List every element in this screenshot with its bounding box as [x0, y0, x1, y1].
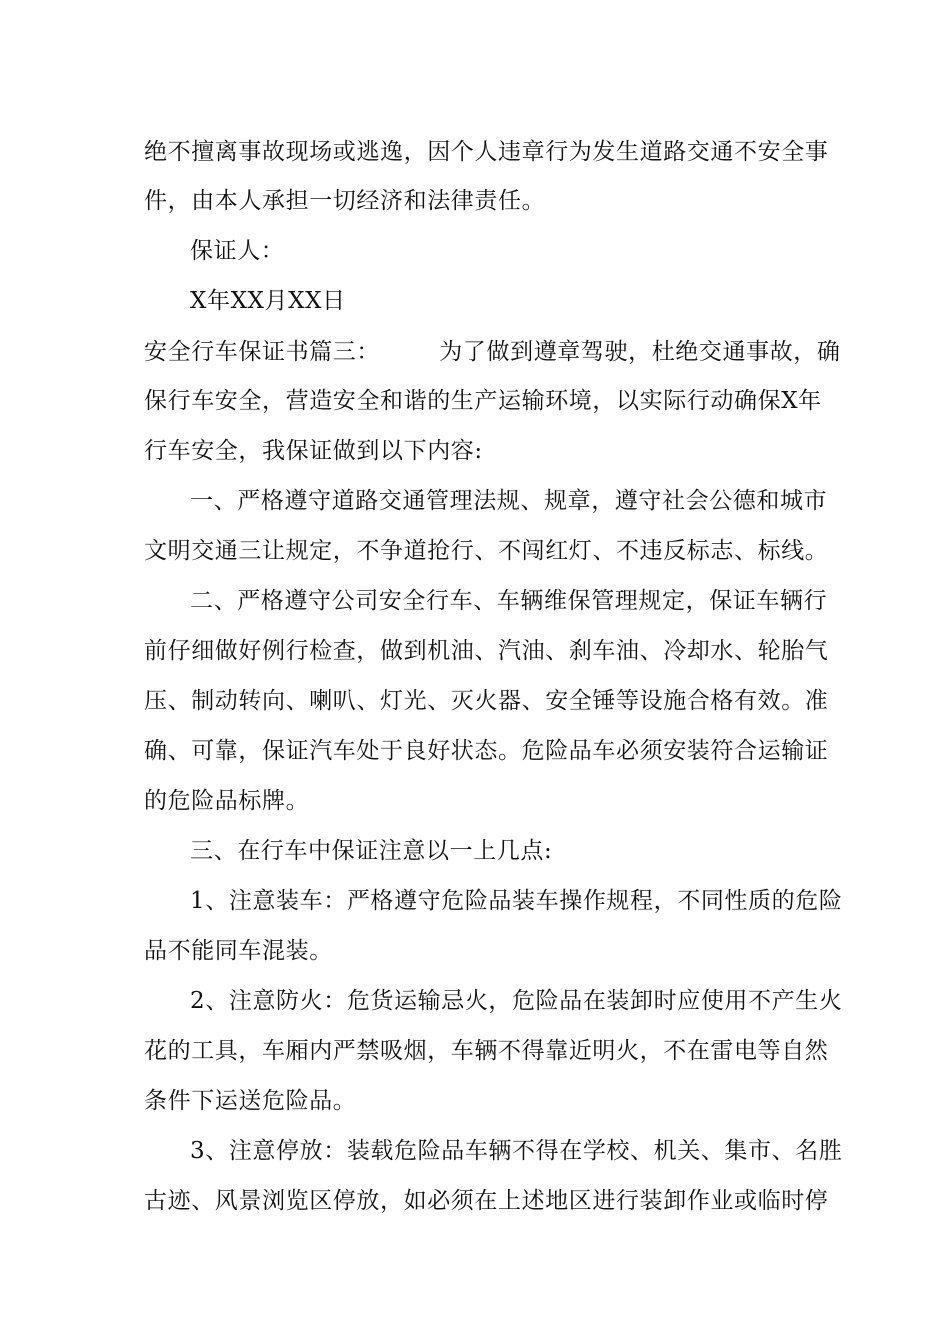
- text-line: 前仔细做好例行检查，做到机油、汽油、刹车油、冷却水、轮胎气: [144, 638, 829, 664]
- text-line: 三、在行车中保证注意以一上几点:: [190, 838, 553, 864]
- text-line: 3、注意停放：装载危险品车辆不得在学校、机关、集市、名胜: [190, 1138, 843, 1164]
- text-line: 2、注意防火：危货运输忌火，危险品在装卸时应使用不产生火: [190, 988, 843, 1014]
- signature-label: 保证人：: [190, 238, 285, 264]
- section-heading-line: 安全行车保证书篇三： 为了做到遵章驾驶，杜绝交通事故，确: [144, 339, 841, 365]
- text-line: 保行车安全，营造安全和谐的生产运输环境，以实际行动确保X年: [144, 388, 822, 414]
- text-line: 的危险品标牌。: [144, 788, 310, 814]
- text-line: 绝不擅离事故现场或逃逸，因个人违章行为发生道路交通不安全事: [144, 139, 829, 165]
- text-line: 花的工具，车厢内严禁吸烟，车辆不得靠近明火，不在雷电等自然: [144, 1038, 829, 1064]
- text-line: 压、制动转向、喇叭、灯光、灭火器、安全锤等设施合格有效。准: [144, 688, 829, 714]
- date-line: X年XX月XX日: [190, 288, 346, 314]
- text-line: 品不能同车混装。: [144, 938, 333, 964]
- text-line: 一、严格遵守道路交通管理法规、规章，遵守社会公德和城市: [190, 488, 828, 514]
- text-line: 古迹、风景浏览区停放，如必须在上述地区进行装卸作业或临时停: [144, 1188, 829, 1214]
- text-line: 条件下运送危险品。: [144, 1088, 357, 1114]
- text-line: 确、可靠，保证汽车处于良好状态。危险品车必须安装符合运输证: [144, 738, 829, 764]
- text-line: 件，由本人承担一切经济和法律责任。: [144, 188, 546, 214]
- text-line: 行车安全，我保证做到以下内容:: [144, 438, 483, 464]
- text-line: 文明交通三让规定，不争道抢行、不闯红灯、不违反标志、标线。: [144, 538, 829, 564]
- text-line: 二、严格遵守公司安全行车、车辆维保管理规定，保证车辆行: [190, 588, 828, 614]
- text-line: 1、注意装车：严格遵守危险品装车操作规程，不同性质的危险: [190, 888, 843, 914]
